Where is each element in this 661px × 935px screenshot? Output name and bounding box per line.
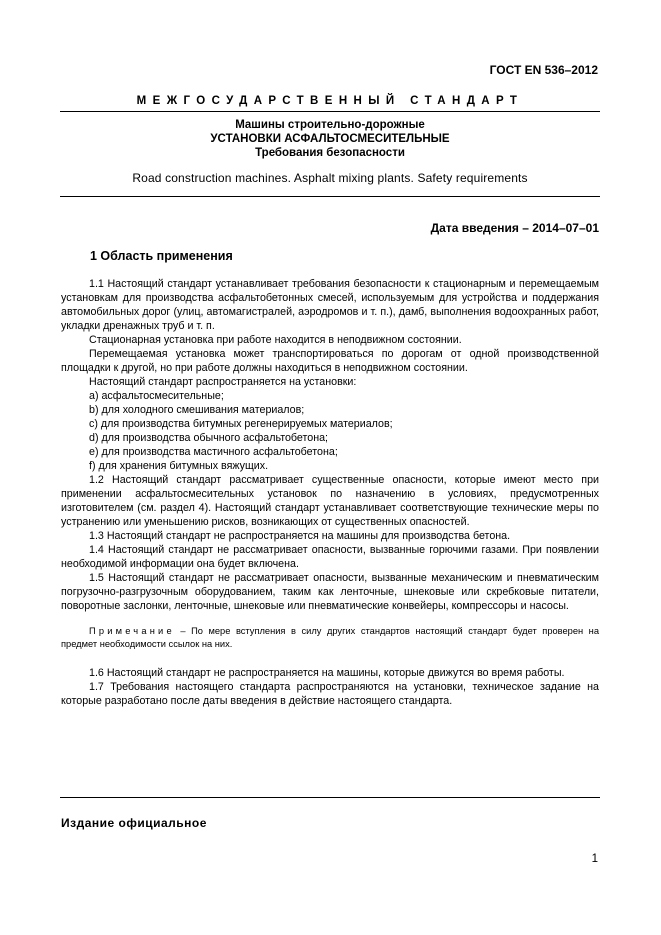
paragraph-scope-intro: Настоящий стандарт распространяется на установки: — [89, 376, 357, 388]
list-item-b: b) для холодного смешивания материалов; — [89, 404, 305, 416]
standard-number: ГОСТ EN 536–2012 — [489, 63, 598, 77]
paragraph-1-6: 1.6 Настоящий стандарт не распространяется на машины, которые движутся во время работы. — [89, 667, 565, 679]
section-body — [61, 277, 599, 708]
list-item-a: a) асфальтосмесительные; — [89, 390, 224, 402]
footer-rule — [60, 797, 600, 798]
official-edition-label: Издание официальное — [61, 816, 207, 830]
section-heading: 1 Область применения — [90, 249, 233, 263]
paragraph-1-4: 1.4 Настоящий стандарт не рассматривает опасности, вызванные горючими газами. При появлении необходимой информации она будет включена. — [61, 544, 599, 570]
title-line-2: УСТАНОВКИ АСФАЛЬТОСМЕСИТЕЛЬНЫЕ — [210, 133, 450, 145]
title-line-3: Требования безопасности — [255, 147, 405, 159]
paragraph-1-3: 1.3 Настоящий стандарт не распространяется на машины для производства бетона. — [89, 530, 511, 542]
title-bottom-rule — [60, 196, 600, 197]
top-rule — [60, 111, 600, 112]
list-item-c: c) для производства битумных регенерируемых материалов; — [89, 418, 393, 430]
title-english: Road construction machines. Asphalt mixing plants. Safety requirements — [132, 171, 528, 185]
note-label: Примечание — [89, 626, 175, 636]
introduction-date: Дата введения – 2014–07–01 — [430, 221, 599, 235]
paragraph-1-1: 1.1 Настоящий стандарт устанавливает требования безопасности к стационарным и перемещаемым установкам для производства асфальтобетонных смесей, используемым для устройства и поддержания автомобильных дорог (улиц, автомагистралей, аэродромов и т. п.), дамб, выполнения водоохранных работ, укладки дренажных труб и т. п. — [61, 278, 599, 332]
title-block — [60, 118, 600, 160]
list-item-f: f) для хранения битумных вяжущих. — [89, 460, 269, 472]
title-line-1: Машины строительно-дорожные — [235, 119, 425, 131]
paragraph-1-7: 1.7 Требования настоящего стандарта распространяются на установки, техническое задание на которые разработано после даты введения в действие настоящего стандарта. — [61, 681, 599, 707]
note — [61, 625, 599, 651]
list-item-e: e) для производства мастичного асфальтобетона; — [89, 446, 338, 458]
page-number: 1 — [591, 853, 598, 865]
note-text: – По мере вступления в силу других стандартов настоящий стандарт будет проверен на предмет необходимости ссылок на них. — [61, 626, 599, 649]
interstate-standard-label: МЕЖГОСУДАРСТВЕННЫЙ СТАНДАРТ — [136, 95, 524, 107]
list-item-d: d) для производства обычного асфальтобетона; — [89, 432, 329, 444]
paragraph-1-2: 1.2 Настоящий стандарт рассматривает существенные опасности, которые имеют место при применении асфальтосмесительных установок по назначению в условиях, предусмотренных изготовителем (см. раздел 4). Настоящий стандарт устанавливает соответствующие технические меры по устранению или уменьшению рисков, возникающих от существенных опасностей. — [61, 474, 599, 528]
paragraph-1-5: 1.5 Настоящий стандарт не рассматривает опасности, вызванные механическим и пневматическим погрузочно-разгрузочным оборудованием, таким как ленточные, шнековые или скребковые питатели, поворотные заслонки, ленточные, шнековые или пневматические конвейеры, компрессоры и насосы. — [61, 572, 599, 612]
paragraph-mobile: Перемещаемая установка может транспортироваться по дорогам от одной производственной площадки к другой, но при работе должны находиться в неподвижном состоянии. — [61, 348, 599, 374]
paragraph-stationary: Стационарная установка при работе находится в неподвижном состоянии. — [89, 334, 462, 346]
